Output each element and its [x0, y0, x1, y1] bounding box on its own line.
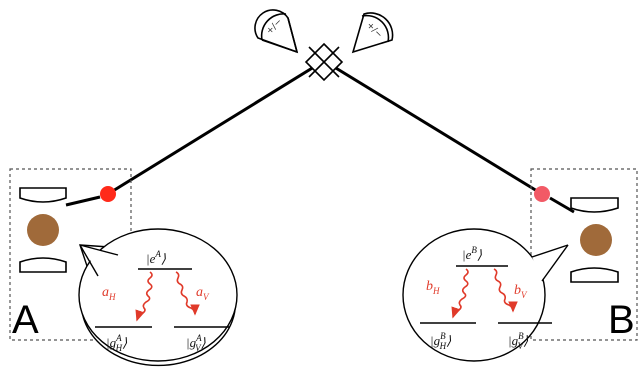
node-b	[403, 169, 637, 361]
node-b-ket-e: $|e^B⟩$	[462, 245, 482, 262]
fiber-path-a	[108, 62, 322, 194]
node-a-label-ah: $a_H$	[102, 285, 116, 302]
node-a	[10, 169, 237, 365]
node-a-label-av: $a_V$	[196, 285, 209, 302]
node-a-label: A	[12, 298, 39, 342]
node-a-ket-e: $|e^A⟩$	[146, 249, 166, 266]
node-b-label-bh: $b_H$	[426, 279, 440, 296]
node-a-emitter	[100, 186, 116, 202]
node-b-mirror-bottom	[571, 268, 618, 282]
node-b-ket-gh: $|g^B$ H⟩	[430, 331, 452, 351]
node-a-ket-gv: $|g^A$ V⟩	[186, 333, 206, 353]
node-a-atom	[27, 214, 59, 246]
node-a-mirror-bottom	[20, 258, 66, 272]
node-b-label: B	[608, 298, 635, 342]
beam-splitter	[306, 44, 342, 80]
node-b-mirror-top	[571, 198, 618, 212]
node-b-label-bv: $b_V$	[514, 283, 527, 300]
node-a-ket-gh: $|g^A$ H⟩	[106, 333, 128, 353]
node-a-mirror-top	[20, 188, 66, 202]
detector-left	[255, 10, 297, 52]
node-b-atom	[580, 224, 612, 256]
node-b-ket-gv: $|g^B$ V⟩	[508, 331, 529, 351]
detector-left-sign: +/−	[264, 16, 285, 37]
detector-right	[353, 13, 393, 52]
detector-right-sign: +/−	[364, 20, 384, 41]
fiber-path-b	[326, 62, 542, 194]
node-b-emitter	[534, 186, 550, 202]
